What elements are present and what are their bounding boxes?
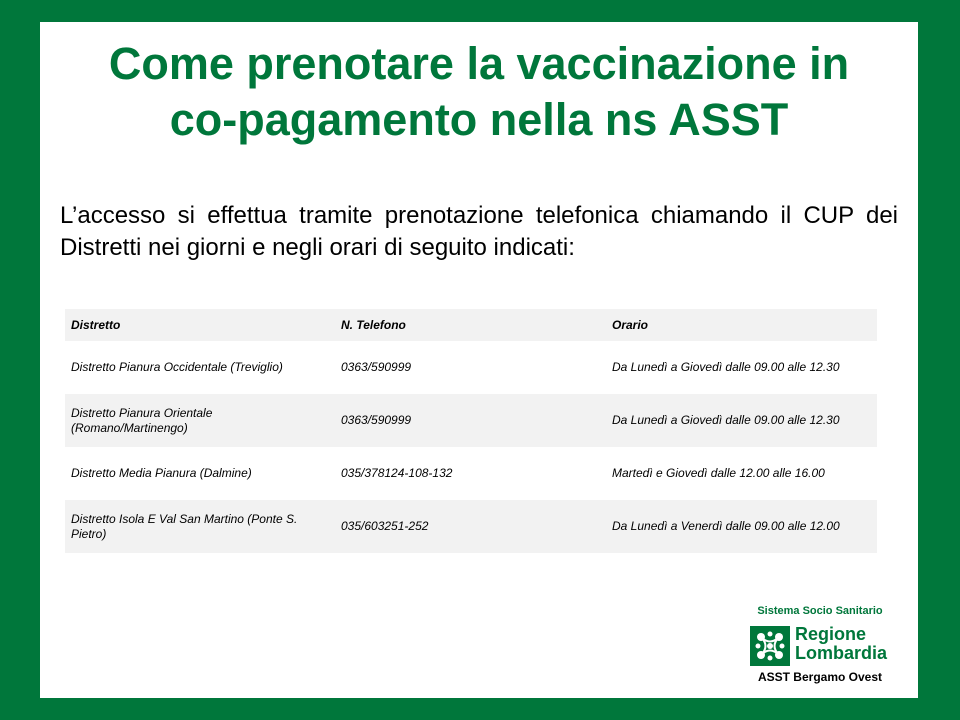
cell-distretto: Distretto Pianura Orientale (Romano/Martinengo)	[71, 405, 213, 435]
page-title	[40, 36, 918, 148]
table-header-row	[65, 309, 877, 341]
header-distretto: Distretto	[71, 318, 121, 332]
table-row	[65, 341, 877, 394]
cell-orario: Da Lunedì a Giovedì dalle 09.00 alle 12.30	[612, 360, 840, 374]
rosa-camuna-icon	[750, 626, 790, 666]
slide	[40, 22, 918, 698]
table-row	[65, 447, 877, 500]
cell-distretto: Distretto Media Pianura (Dalmine)	[71, 466, 252, 480]
logo-system-label: Sistema Socio Sanitario	[757, 605, 883, 617]
intro-paragraph: L’accesso si effettua tramite prenotazione telefonica chiamando il CUP dei Distretti nei giorni e negli orari di seguito indicati:	[60, 202, 898, 261]
cell-telefono: 035/603251-252	[341, 519, 429, 533]
cell-orario: Da Lunedì a Venerdì dalle 09.00 alle 12.00	[612, 519, 840, 533]
table-row	[65, 500, 877, 553]
cell-telefono: 0363/590999	[341, 413, 412, 427]
cell-telefono: 0363/590999	[341, 360, 412, 374]
header-telefono: N. Telefono	[341, 318, 406, 332]
schedule-table	[65, 309, 877, 553]
logo-name-line-1: Regione	[795, 624, 867, 644]
logo-asst-label: ASST Bergamo Ovest	[757, 670, 883, 684]
title-line-2: co-pagamento nella ns ASST	[169, 94, 789, 145]
logo-name-line-2: Lombardia	[795, 643, 888, 663]
table-row	[65, 394, 877, 447]
cell-orario: Martedì e Giovedì dalle 12.00 alle 16.00	[612, 466, 825, 480]
header-orario: Orario	[612, 318, 649, 332]
regione-lombardia-logo	[750, 605, 890, 687]
cell-orario: Da Lunedì a Giovedì dalle 09.00 alle 12.30	[612, 413, 840, 427]
cell-distretto: Distretto Isola E Val San Martino (Ponte S. Pietro)	[71, 511, 298, 541]
title-line-1: Come prenotare la vaccinazione in	[108, 38, 850, 89]
cell-distretto: Distretto Pianura Occidentale (Treviglio)	[71, 360, 283, 374]
logo-region-name	[795, 625, 895, 663]
cell-telefono: 035/378124-108-132	[341, 466, 453, 480]
